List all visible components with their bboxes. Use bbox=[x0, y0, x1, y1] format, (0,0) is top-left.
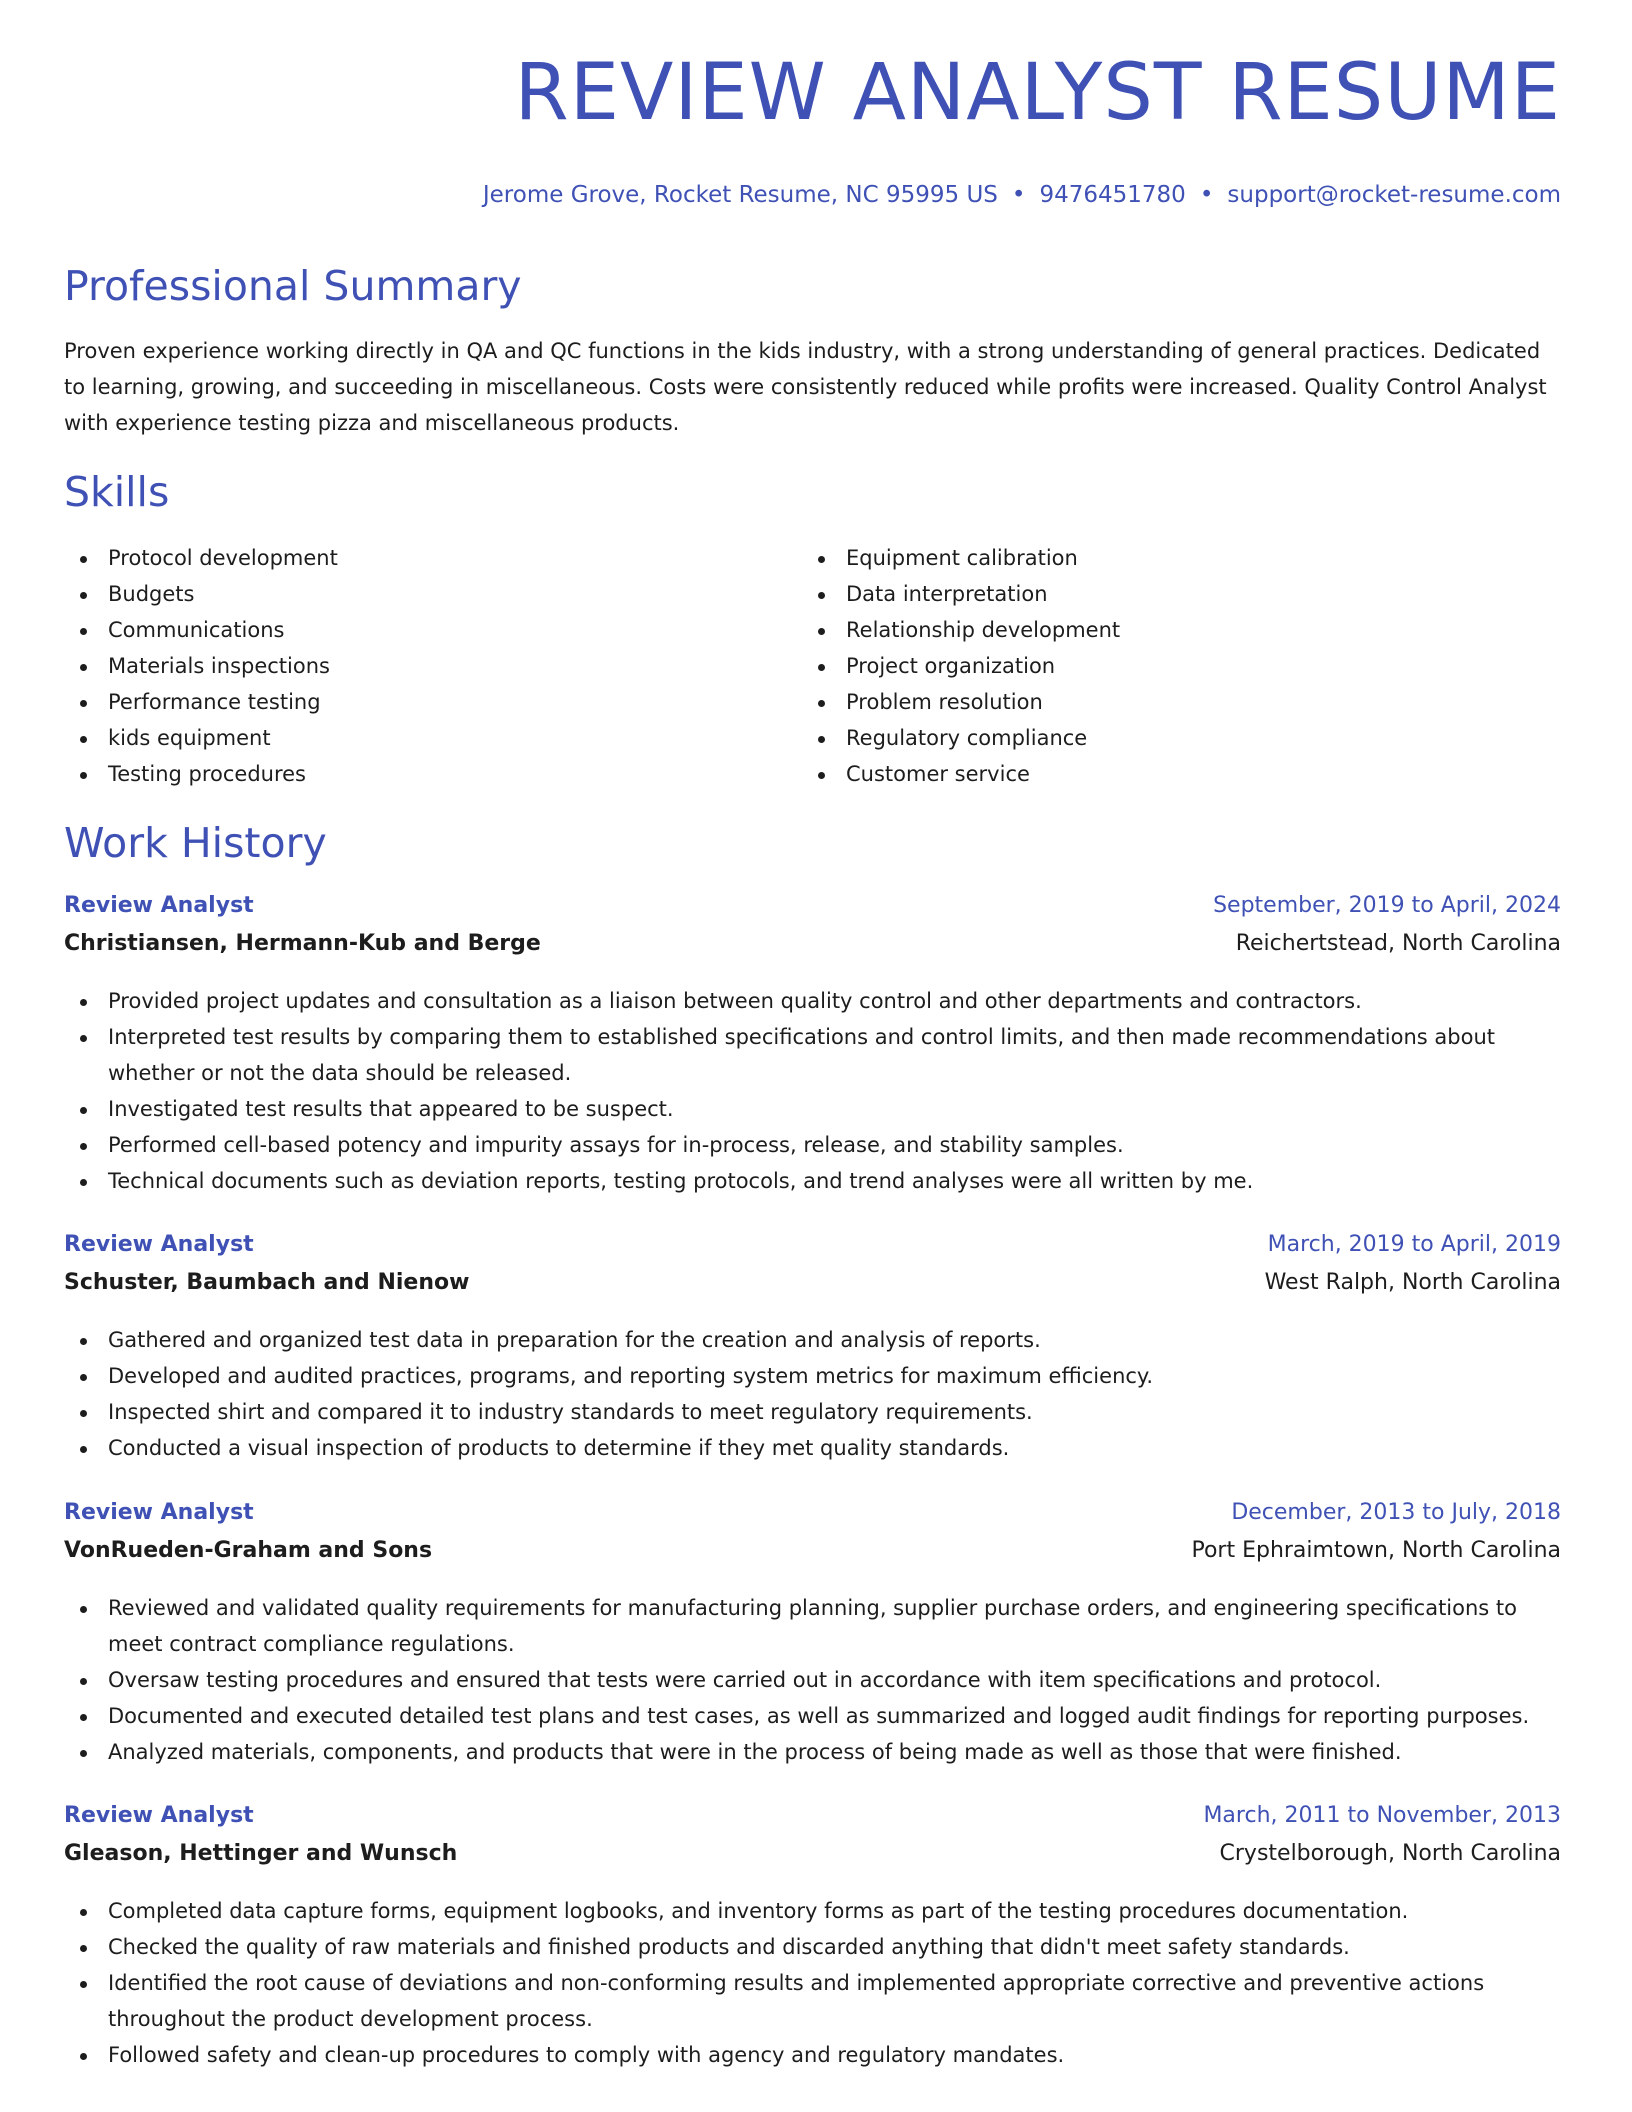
skill-item: Project organization bbox=[802, 648, 1120, 684]
job-header-row bbox=[64, 1803, 1561, 1841]
job-header-row bbox=[64, 1232, 1561, 1270]
job-company: Christiansen, Hermann-Kub and Berge bbox=[64, 931, 541, 956]
job-dates: March, 2019 to April, 2019 bbox=[1267, 1232, 1561, 1257]
job-entry bbox=[64, 1803, 1561, 2073]
job-bullet: Reviewed and validated quality requirements for manufacturing planning, supplier purchase orders, and engineering specifications to meet contract compliance regulations. bbox=[64, 1590, 1561, 1662]
job-bullet: Investigated test results that appeared to be suspect. bbox=[64, 1091, 1561, 1127]
job-bullet: Interpreted test results by comparing them to established specifications and control limits, and then made recommendations about whether or not the data should be released. bbox=[64, 1019, 1561, 1091]
job-bullet: Gathered and organized test data in preparation for the creation and analysis of reports. bbox=[64, 1322, 1561, 1358]
skill-item: Budgets bbox=[64, 576, 338, 612]
skill-item: Data interpretation bbox=[802, 576, 1120, 612]
skill-item: Customer service bbox=[802, 756, 1120, 792]
job-company-row bbox=[64, 1270, 1561, 1308]
contact-address: Jerome Grove, Rocket Resume, NC 95995 US bbox=[482, 182, 998, 208]
job-title: Review Analyst bbox=[64, 1500, 254, 1525]
job-bullets bbox=[64, 1322, 1561, 1466]
job-title: Review Analyst bbox=[64, 893, 254, 918]
skills-list-right bbox=[802, 540, 1120, 792]
job-title: Review Analyst bbox=[64, 1232, 254, 1257]
skill-item: Communications bbox=[64, 612, 338, 648]
work-history-heading: Work History bbox=[64, 819, 327, 867]
job-company: Gleason, Hettinger and Wunsch bbox=[64, 1841, 458, 1866]
job-bullet: Followed safety and clean-up procedures to comply with agency and regulatory mandates. bbox=[64, 2037, 1561, 2073]
job-bullet: Conducted a visual inspection of products to determine if they met quality standards. bbox=[64, 1430, 1561, 1466]
summary-heading: Professional Summary bbox=[64, 262, 522, 310]
job-dates: December, 2013 to July, 2018 bbox=[1231, 1500, 1561, 1525]
contact-email[interactable]: support@rocket-resume.com bbox=[1227, 182, 1561, 208]
job-bullets bbox=[64, 1590, 1561, 1770]
job-entry bbox=[64, 1500, 1561, 1770]
job-company-row bbox=[64, 1841, 1561, 1879]
contact-line bbox=[483, 182, 1561, 208]
skill-item: Regulatory compliance bbox=[802, 720, 1120, 756]
job-header-row bbox=[64, 893, 1561, 931]
summary-text: Proven experience working directly in QA and QC functions in the kids industry, with a strong understanding of general practices. Dedicated to learning, growing, and succeeding in miscellaneous. Costs were consistently reduced while profits were increased. Quality Control Analyst with experience testing pizza and miscellaneous products. bbox=[64, 339, 1547, 435]
job-bullet: Inspected shirt and compared it to industry standards to meet regulatory requirements. bbox=[64, 1394, 1561, 1430]
skill-item: kids equipment bbox=[64, 720, 338, 756]
job-dates: March, 2011 to November, 2013 bbox=[1203, 1803, 1561, 1828]
job-bullet: Completed data capture forms, equipment logbooks, and inventory forms as part of the testing procedures documentation. bbox=[64, 1893, 1561, 1929]
skill-item: Equipment calibration bbox=[802, 540, 1120, 576]
job-location: West Ralph, North Carolina bbox=[1264, 1270, 1561, 1295]
job-bullet: Checked the quality of raw materials and finished products and discarded anything that didn't meet safety standards. bbox=[64, 1929, 1561, 1965]
job-title: Review Analyst bbox=[64, 1803, 254, 1828]
job-entry bbox=[64, 1232, 1561, 1466]
job-bullet: Provided project updates and consultation as a liaison between quality control and other departments and contractors. bbox=[64, 983, 1561, 1019]
skill-item: Protocol development bbox=[64, 540, 338, 576]
job-bullets bbox=[64, 983, 1561, 1199]
job-location: Port Ephraimtown, North Carolina bbox=[1191, 1538, 1561, 1563]
job-location: Reichertstead, North Carolina bbox=[1235, 931, 1561, 956]
job-company-row bbox=[64, 931, 1561, 969]
contact-separator: • bbox=[1199, 182, 1214, 208]
job-bullet: Analyzed materials, components, and products that were in the process of being made as well as those that were finished. bbox=[64, 1734, 1561, 1770]
job-company: Schuster, Baumbach and Nienow bbox=[64, 1270, 470, 1295]
contact-phone: 9476451780 bbox=[1039, 182, 1186, 208]
job-bullet: Developed and audited practices, programs, and reporting system metrics for maximum efficiency. bbox=[64, 1358, 1561, 1394]
job-dates: September, 2019 to April, 2024 bbox=[1213, 893, 1561, 918]
skills-list-left bbox=[64, 540, 338, 792]
job-entry bbox=[64, 893, 1561, 1199]
job-bullet: Technical documents such as deviation reports, testing protocols, and trend analyses were all written by me. bbox=[64, 1163, 1561, 1199]
skill-item: Performance testing bbox=[64, 684, 338, 720]
job-bullet: Performed cell-based potency and impurity assays for in-process, release, and stability samples. bbox=[64, 1127, 1561, 1163]
job-company: VonRueden-Graham and Sons bbox=[64, 1538, 433, 1563]
job-bullet: Documented and executed detailed test plans and test cases, as well as summarized and logged audit findings for reporting purposes. bbox=[64, 1698, 1561, 1734]
contact-separator: • bbox=[1011, 182, 1026, 208]
skill-item: Problem resolution bbox=[802, 684, 1120, 720]
job-company-row bbox=[64, 1538, 1561, 1576]
skill-item: Materials inspections bbox=[64, 648, 338, 684]
job-bullets bbox=[64, 1893, 1561, 2073]
skills-heading: Skills bbox=[64, 468, 170, 516]
skill-item: Relationship development bbox=[802, 612, 1120, 648]
job-location: Crystelborough, North Carolina bbox=[1219, 1841, 1561, 1866]
job-header-row bbox=[64, 1500, 1561, 1538]
job-bullet: Identified the root cause of deviations and non-conforming results and implemented appropriate corrective and preventive actions throughout the product development process. bbox=[64, 1965, 1561, 2037]
resume-title: REVIEW ANALYST RESUME bbox=[514, 48, 1561, 138]
job-bullet: Oversaw testing procedures and ensured that tests were carried out in accordance with item specifications and protocol. bbox=[64, 1662, 1561, 1698]
skill-item: Testing procedures bbox=[64, 756, 338, 792]
